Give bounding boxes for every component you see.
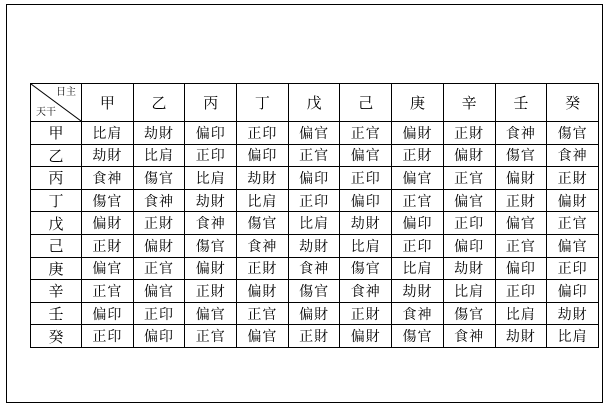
table-cell: 傷官 [443,302,495,325]
header-row [31,84,599,122]
table-cell: 偏印 [547,280,599,303]
table-cell: 劫財 [288,234,340,257]
table-cell: 傷官 [133,167,185,190]
table-cell: 偏印 [495,257,547,280]
column-header: 戊 [288,84,340,122]
table-cell: 傷官 [82,189,134,212]
table-cell: 偏印 [237,144,289,167]
table-cell: 比肩 [495,302,547,325]
column-header: 庚 [392,84,444,122]
table-cell: 正印 [133,302,185,325]
table-cell: 正官 [185,325,237,348]
column-header: 丙 [185,84,237,122]
table-cell: 正財 [237,257,289,280]
column-header: 壬 [495,84,547,122]
table-cell: 比肩 [392,257,444,280]
table-cell: 正印 [237,122,289,145]
table-cell: 劫財 [82,144,134,167]
table-cell: 正財 [547,167,599,190]
table-cell: 偏財 [185,257,237,280]
table-cell: 正印 [82,325,134,348]
table-cell: 食神 [288,257,340,280]
table-cell: 偏印 [288,167,340,190]
table-cell: 比肩 [443,280,495,303]
table-cell: 偏財 [237,280,289,303]
table-row [31,189,599,212]
table-cell: 偏官 [237,325,289,348]
table-row [31,167,599,190]
table-cell: 傷官 [288,280,340,303]
table-row [31,280,599,303]
table-row [31,234,599,257]
row-header: 己 [31,234,82,257]
table-cell: 正財 [340,302,392,325]
corner-label-day-master: 日主 [56,87,76,98]
table-cell: 正印 [547,257,599,280]
table-cell: 劫財 [392,280,444,303]
row-header: 甲 [31,122,82,145]
table-cell: 傷官 [392,325,444,348]
table-cell: 正官 [443,167,495,190]
page-frame [6,4,603,403]
table-cell: 正官 [82,280,134,303]
table-cell: 比肩 [185,167,237,190]
column-header: 癸 [547,84,599,122]
table-cell: 正印 [495,280,547,303]
table-cell: 食神 [495,122,547,145]
table-cell: 正財 [392,144,444,167]
table-cell: 偏官 [288,122,340,145]
table-cell: 偏印 [185,122,237,145]
table-cell: 正官 [133,257,185,280]
table-cell: 偏財 [133,234,185,257]
table-cell: 正官 [547,212,599,235]
table-cell: 正財 [133,212,185,235]
table-row [31,144,599,167]
table-cell: 劫財 [495,325,547,348]
row-header: 戊 [31,212,82,235]
table-cell: 偏官 [495,212,547,235]
table-row [31,325,599,348]
table-row [31,122,599,145]
table-cell: 偏財 [547,189,599,212]
table-cell: 正官 [237,302,289,325]
table-cell: 食神 [392,302,444,325]
table-cell: 食神 [340,280,392,303]
table-cell: 傷官 [547,122,599,145]
table-cell: 偏財 [288,302,340,325]
table-cell: 偏官 [547,234,599,257]
table-cell: 正財 [82,234,134,257]
column-header: 丁 [237,84,289,122]
table-row [31,257,599,280]
table-cell: 傷官 [185,234,237,257]
table-cell: 偏官 [82,257,134,280]
table-cell: 食神 [133,189,185,212]
table-cell: 傷官 [340,257,392,280]
table-cell: 偏印 [443,234,495,257]
table-cell: 偏財 [495,167,547,190]
table-cell: 偏官 [133,280,185,303]
corner-label-heavenly-stem: 天干 [36,107,56,118]
table-cell: 正印 [443,212,495,235]
table-cell: 偏財 [443,144,495,167]
table-cell: 傷官 [495,144,547,167]
table-cell: 正印 [340,167,392,190]
table-cell: 劫財 [185,189,237,212]
table-cell: 劫財 [443,257,495,280]
table-cell: 比肩 [237,189,289,212]
table-cell: 劫財 [340,212,392,235]
table-cell: 食神 [185,212,237,235]
row-header: 庚 [31,257,82,280]
table-cell: 偏財 [392,122,444,145]
table-cell: 劫財 [133,122,185,145]
table-cell: 傷官 [237,212,289,235]
table-cell: 劫財 [237,167,289,190]
table-cell: 正財 [495,189,547,212]
table-cell: 偏印 [133,325,185,348]
table-cell: 食神 [237,234,289,257]
row-header: 癸 [31,325,82,348]
table-cell: 食神 [547,144,599,167]
row-header: 乙 [31,144,82,167]
table-cell: 正財 [443,122,495,145]
table-row [31,212,599,235]
table-cell: 偏印 [340,189,392,212]
table-cell: 比肩 [133,144,185,167]
table-cell: 食神 [82,167,134,190]
table-cell: 偏官 [392,167,444,190]
table-cell: 正印 [288,189,340,212]
table-cell: 偏財 [340,325,392,348]
table-cell: 正官 [288,144,340,167]
table-cell: 偏印 [392,212,444,235]
row-header: 辛 [31,280,82,303]
table-cell: 劫財 [547,302,599,325]
table-cell: 正財 [185,280,237,303]
table-row [31,302,599,325]
ten-gods-table [30,83,599,348]
table-cell: 食神 [443,325,495,348]
table-cell: 比肩 [82,122,134,145]
column-header: 乙 [133,84,185,122]
column-header: 辛 [443,84,495,122]
row-header: 壬 [31,302,82,325]
table-cell: 比肩 [340,234,392,257]
table-cell: 偏官 [340,144,392,167]
table-cell: 正官 [340,122,392,145]
column-header: 己 [340,84,392,122]
row-header: 丙 [31,167,82,190]
table-cell: 比肩 [288,212,340,235]
table-cell: 正官 [392,189,444,212]
table-cell: 比肩 [547,325,599,348]
table-cell: 正財 [288,325,340,348]
table-cell: 正印 [392,234,444,257]
table-cell: 正官 [495,234,547,257]
table-cell: 偏財 [82,212,134,235]
table-cell: 偏官 [185,302,237,325]
row-header: 丁 [31,189,82,212]
table-cell: 偏官 [443,189,495,212]
table-cell: 偏印 [82,302,134,325]
table-cell: 正印 [185,144,237,167]
column-header: 甲 [82,84,134,122]
corner-header-cell [31,84,82,122]
